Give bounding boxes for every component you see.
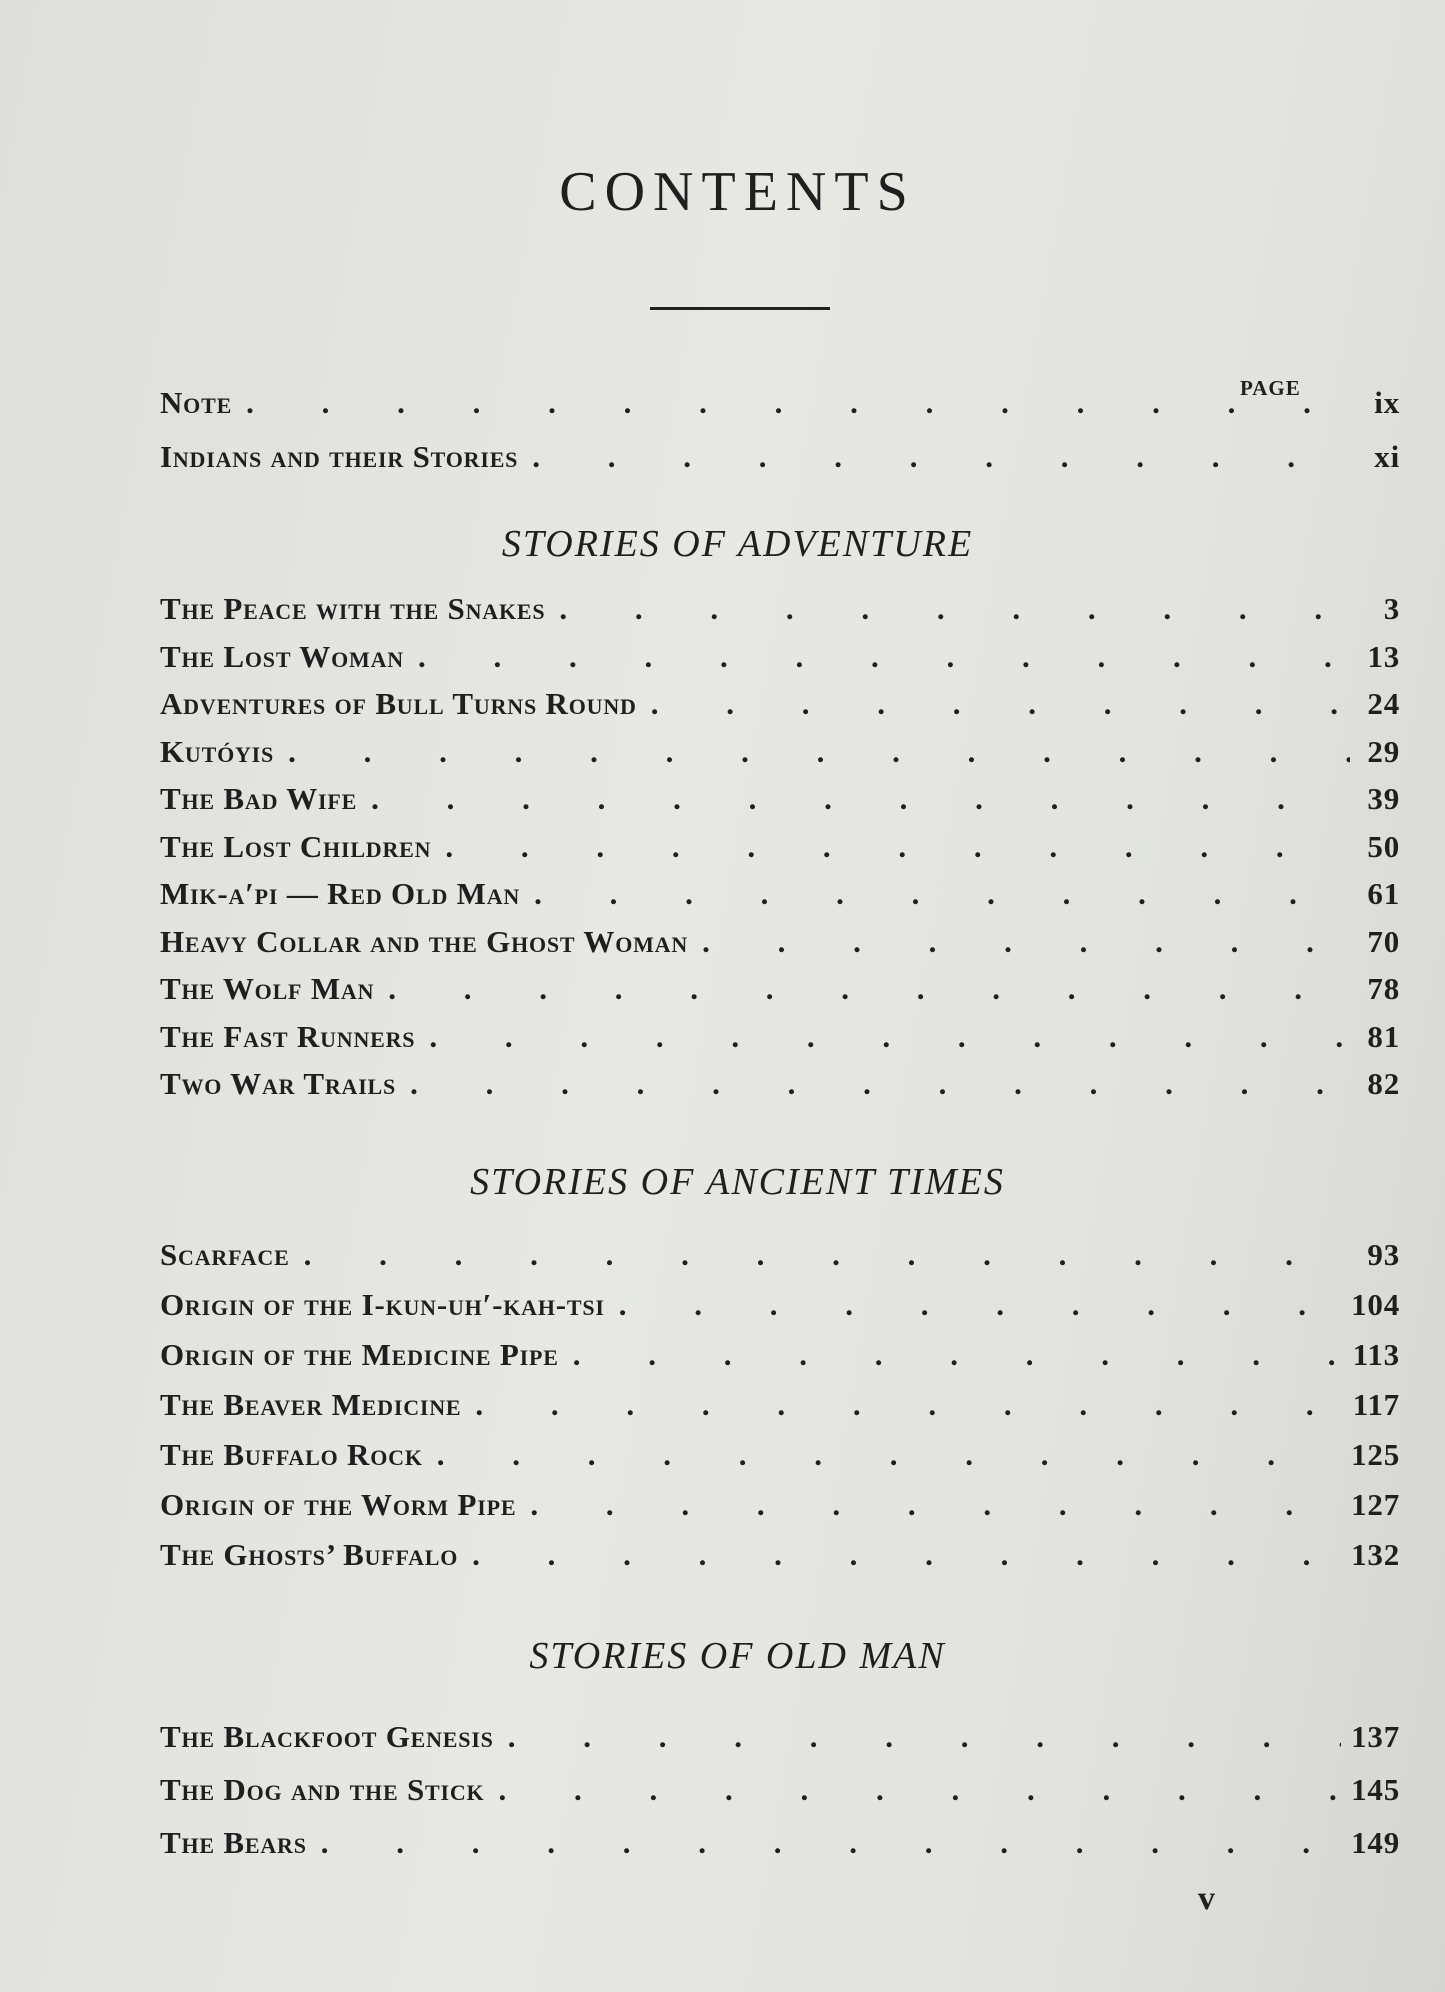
page-column-label: PAGE <box>1240 376 1301 400</box>
toc-entry <box>160 1013 1400 1061</box>
toc-entry <box>160 585 1400 633</box>
entry-title: Origin of the Worm Pipe <box>160 1487 517 1522</box>
dot-leader <box>418 633 1350 681</box>
entry-title: The Dog and the Stick <box>160 1772 485 1807</box>
section-heading-old-man: STORIES OF OLD MAN <box>529 1635 946 1677</box>
toc-entry <box>160 1280 1400 1330</box>
dot-leader <box>388 965 1350 1013</box>
section-heading-ancient-times: STORIES OF ANCIENT TIMES <box>470 1161 1005 1203</box>
entry-page: 137 <box>1351 1719 1400 1754</box>
dot-leader <box>246 376 1350 430</box>
entry-page: 117 <box>1352 1387 1400 1422</box>
dot-leader <box>410 1060 1350 1108</box>
dot-leader <box>475 1380 1342 1430</box>
dot-leader <box>508 1710 1341 1763</box>
entry-title: The Lost Children <box>160 828 432 864</box>
entry-title: The Bears <box>160 1825 307 1860</box>
section-ancient-times-list <box>160 1230 1400 1580</box>
toc-entry <box>160 918 1400 966</box>
entry-page: ix <box>1374 385 1400 420</box>
front-matter-list <box>160 376 1400 484</box>
entry-page: 78 <box>1367 971 1400 1006</box>
entry-page: 24 <box>1367 686 1400 721</box>
dot-leader <box>532 430 1350 484</box>
entry-page: 104 <box>1351 1287 1400 1322</box>
entry-title: The Lost Woman <box>160 638 404 674</box>
toc-entry <box>160 1763 1400 1816</box>
entry-page: 82 <box>1367 1066 1400 1101</box>
entry-title: Heavy Collar and the Ghost Woman <box>160 923 689 959</box>
toc-entry <box>160 1230 1400 1280</box>
entry-page: 125 <box>1351 1437 1400 1472</box>
dot-leader <box>702 918 1350 966</box>
dot-leader <box>619 1280 1341 1330</box>
entry-title: Origin of the I-kun-uh′-kah-tsi <box>160 1287 605 1322</box>
entry-page: 61 <box>1367 876 1400 911</box>
entry-title: The Ghosts’ Buffalo <box>160 1537 459 1572</box>
entry-title: Indians and their Stories <box>160 439 519 474</box>
toc-entry <box>160 823 1400 871</box>
toc-entry <box>160 1430 1400 1480</box>
title-rule <box>650 307 830 310</box>
entry-title: Origin of the Medicine Pipe <box>160 1337 559 1372</box>
entry-title: Two War Trails <box>160 1066 397 1101</box>
entry-page: 113 <box>1352 1337 1400 1372</box>
dot-leader <box>304 1230 1350 1280</box>
dot-leader <box>534 870 1350 918</box>
dot-leader <box>559 585 1350 633</box>
entry-page: 50 <box>1367 828 1400 864</box>
toc-entry <box>160 1330 1400 1380</box>
toc-entry <box>160 1530 1400 1580</box>
toc-entry <box>160 1060 1400 1108</box>
entry-title: Note <box>160 385 233 420</box>
toc-entry <box>160 376 1400 430</box>
dot-leader <box>573 1330 1343 1380</box>
entry-title: The Blackfoot Genesis <box>160 1719 494 1754</box>
dot-leader <box>530 1480 1341 1530</box>
entry-title: The Wolf Man <box>160 971 375 1006</box>
dot-leader <box>288 728 1350 776</box>
entry-page: 93 <box>1367 1237 1400 1272</box>
entry-page: 145 <box>1351 1772 1400 1807</box>
toc-entry <box>160 633 1400 681</box>
toc-entry <box>160 965 1400 1013</box>
entry-page: 149 <box>1351 1825 1400 1860</box>
entry-page: 70 <box>1367 923 1400 959</box>
toc-entry <box>160 1380 1400 1430</box>
dot-leader <box>321 1816 1341 1869</box>
dot-leader <box>445 823 1350 871</box>
toc-entry <box>160 680 1400 728</box>
dot-leader <box>472 1530 1341 1580</box>
entry-title: Kutóyis <box>160 733 275 769</box>
entry-page: xi <box>1374 439 1400 474</box>
entry-page: 81 <box>1367 1018 1400 1054</box>
page-title: CONTENTS <box>559 161 916 223</box>
toc-entry <box>160 430 1400 484</box>
dot-leader <box>429 1013 1350 1061</box>
entry-page: 13 <box>1367 638 1400 674</box>
entry-title: Adventures of Bull Turns Round <box>160 686 637 721</box>
section-old-man-list <box>160 1710 1400 1869</box>
entry-page: 29 <box>1367 733 1400 769</box>
entry-title: Mik-a′pi — Red Old Man <box>160 876 521 911</box>
toc-entry <box>160 1480 1400 1530</box>
entry-title: Scarface <box>160 1237 290 1272</box>
entry-page: 127 <box>1351 1487 1400 1522</box>
toc-entry <box>160 1710 1400 1763</box>
section-heading-adventure: STORIES OF ADVENTURE <box>501 523 974 565</box>
page-folio: v <box>1198 1880 1215 1917</box>
entry-title: The Peace with the Snakes <box>160 591 546 626</box>
entry-title: The Fast Runners <box>160 1018 416 1054</box>
toc-entry <box>160 870 1400 918</box>
toc-entry <box>160 728 1400 776</box>
entry-page: 3 <box>1383 591 1400 626</box>
entry-title: The Bad Wife <box>160 781 358 816</box>
entry-title: The Buffalo Rock <box>160 1437 423 1472</box>
entry-page: 39 <box>1367 781 1400 816</box>
toc-entry <box>160 1816 1400 1869</box>
dot-leader <box>651 680 1350 728</box>
section-adventure-list <box>160 585 1400 1108</box>
dot-leader <box>498 1763 1341 1816</box>
dot-leader <box>371 775 1350 823</box>
toc-entry <box>160 775 1400 823</box>
entry-page: 132 <box>1351 1537 1400 1572</box>
entry-title: The Beaver Medicine <box>160 1387 462 1422</box>
dot-leader <box>437 1430 1341 1480</box>
